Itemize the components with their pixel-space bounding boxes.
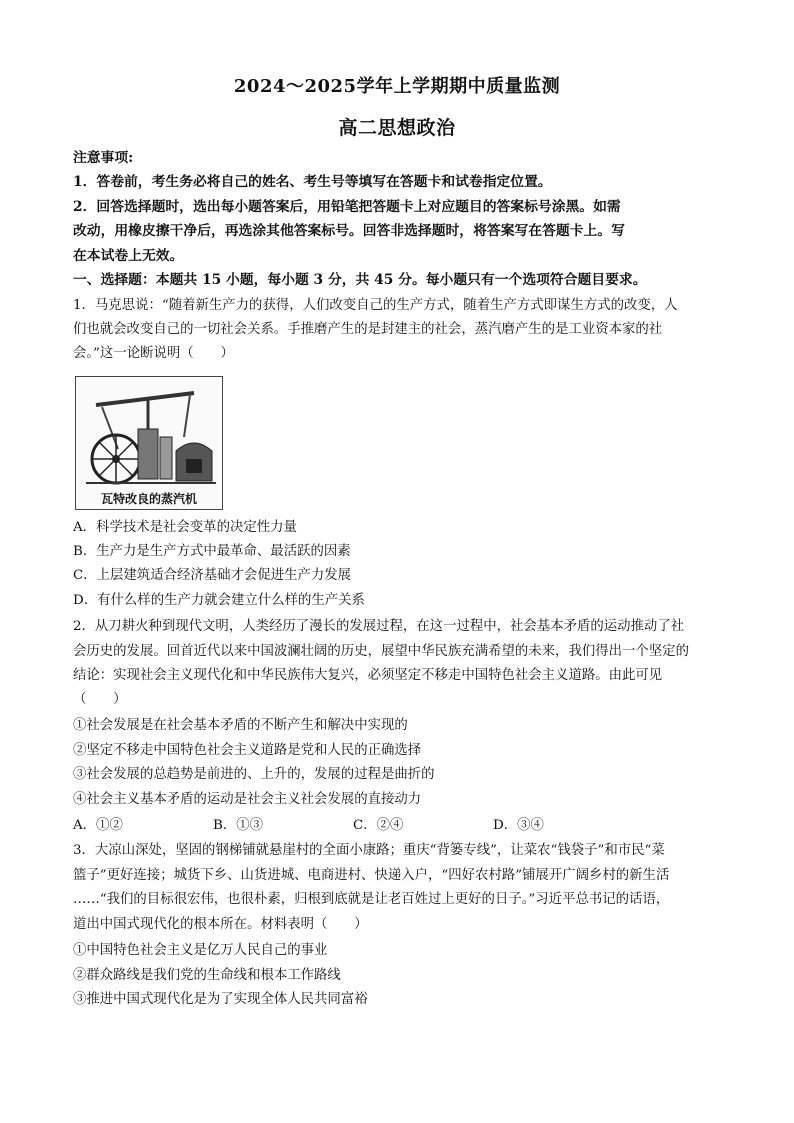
notice-heading: 注意事项: <box>73 150 134 166</box>
q2-statement-1: ①社会发展是在社会基本矛盾的不断产生和解决中实现的 <box>73 718 408 733</box>
notice-item-1: 1．答卷前，考生务必将自己的姓名、考生号等填写在答题卡和试卷指定位置。 <box>73 174 552 190</box>
q3-statement-1: ①中国特色社会主义是亿万人民自己的事业 <box>73 943 328 958</box>
q1-option-b: B．生产力是生产方式中最革命、最活跃的因素 <box>73 544 351 559</box>
q3-stem-line-1: 3．大凉山深处，坚固的钢梯铺就悬崖村的全面小康路；重庆“背篓专线”，让菜农“钱袋子”和市民“菜 <box>73 843 665 858</box>
q2-options <box>73 814 723 839</box>
steam-engine-icon <box>76 377 222 487</box>
q1-stem-line-3: 会。”这一论断说明（ ） <box>73 346 234 361</box>
figure-caption: 瓦特改良的蒸汽机 <box>100 492 197 506</box>
steam-engine-figure <box>75 376 223 510</box>
q1-stem-line-2: 们也就会改变自己的一切社会关系。手推磨产生的是封建主的社会，蒸汽磨产生的是工业资本家的社 <box>73 322 663 337</box>
q1-option-d: D．有什么样的生产力就会建立什么样的生产关系 <box>73 593 365 608</box>
q1-stem-line-1: 1．马克思说：“随着新生产力的获得，人们改变自己的生产方式，随着生产方式即谋生方式的改变，人 <box>73 298 678 313</box>
q1-option-c: C．上层建筑适合经济基础才会促进生产力发展 <box>73 568 352 583</box>
q2-statement-2: ②坚定不移走中国特色社会主义道路是党和人民的正确选择 <box>73 743 422 758</box>
q3-stem-line-4: 道出中国式现代化的根本所在。材料表明（ ） <box>73 917 368 932</box>
q2-statement-4: ④社会主义基本矛盾的运动是社会主义社会发展的直接动力 <box>73 792 422 807</box>
q3-stem-line-3: ……“我们的目标很宏伟，也很朴素，归根到底就是让老百姓过上更好的日子。”习近平总书记的话语， <box>73 892 670 907</box>
notice-item-2-line-2: 改动，用橡皮擦干净后，再选涂其他答案标号。回答非选择题时，将答案写在答题卡上。写 <box>73 223 625 239</box>
q3-stem-line-2: 篮子”更好连接；城货下乡、山货进城、电商进村、快递入户，“四好农村路”铺展开广阔乡村的新生活 <box>73 868 670 883</box>
exam-title: 2024～2025学年上学期期中质量监测 <box>233 76 561 97</box>
q2-option-d: D．③④ <box>493 818 544 833</box>
q2-stem-line-2: 会历史的发展。回首近代以来中国波澜壮阔的历史，展望中华民族充满希望的未来，我们得出一个坚定的 <box>73 644 689 659</box>
exam-subject: 高二思想政治 <box>338 117 456 139</box>
q1-option-a: A．科学技术是社会变革的决定性力量 <box>73 520 297 535</box>
notice-item-2-line-1: 2．回答选择题时，选出每小题答案后，用铅笔把答题卡上对应题目的答案标号涂黑。如需 <box>73 199 621 215</box>
section-heading: 一、选择题：本题共 15 小题，每小题 3 分，共 45 分。每小题只有一个选项符合题目要求。 <box>73 272 647 288</box>
q2-stem-line-3: 结论：实现社会主义现代化和中华民族伟大复兴，必须坚定不移走中国特色社会主义道路。由此可见 <box>73 668 663 683</box>
q3-statement-3: ③推进中国式现代化是为了实现全体人民共同富裕 <box>73 992 368 1007</box>
q2-stem-line-1: 2．从刀耕火种到现代文明，人类经历了漫长的发展过程，在这一过程中，社会基本矛盾的运动推动了社 <box>73 619 685 634</box>
q2-stem-line-4: （ ） <box>73 692 127 707</box>
q2-option-a: A．①② <box>73 818 123 833</box>
q3-statement-2: ②群众路线是我们党的生命线和根本工作路线 <box>73 968 341 983</box>
q2-statement-3: ③社会发展的总趋势是前进的、上升的，发展的过程是曲折的 <box>73 767 435 782</box>
q2-option-c: C．②④ <box>353 818 404 833</box>
notice-item-2-line-3: 在本试卷上无效。 <box>73 248 184 264</box>
q2-option-b: B．①③ <box>213 818 264 833</box>
